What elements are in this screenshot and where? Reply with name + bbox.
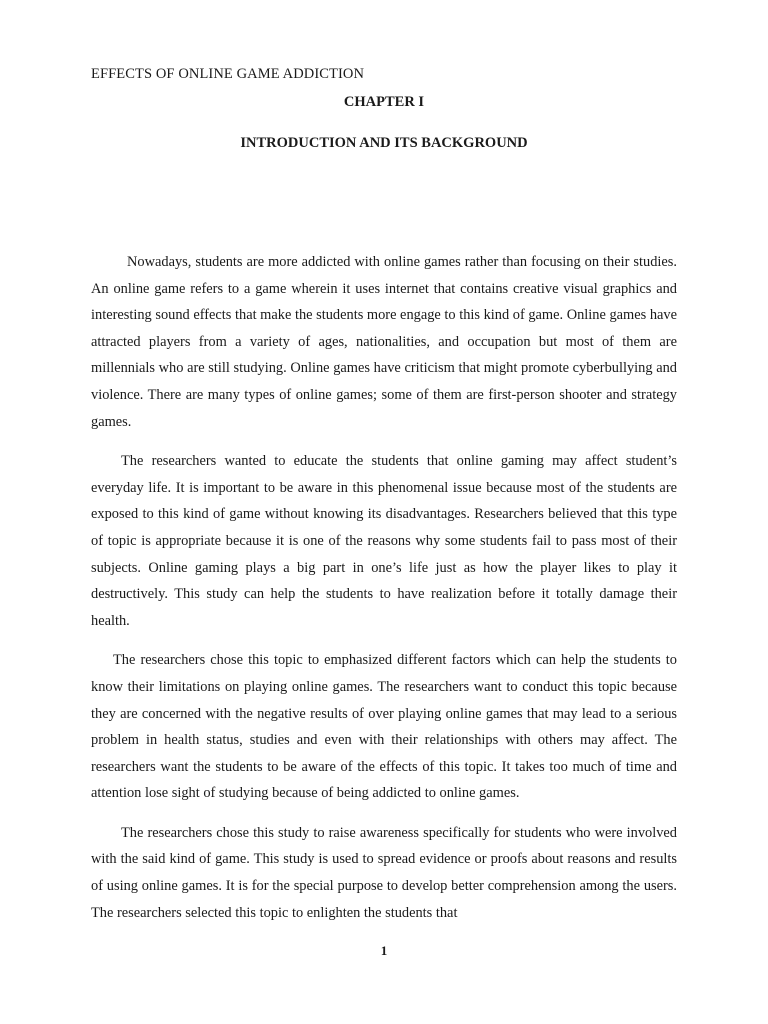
- paragraph: The researchers wanted to educate the students that online gaming may affect student’s everyday life. It is important to be aware in this phenomenal issue because most of the students are exposed to this kind of game without knowing its disadvantages. Researchers believed that this type of topic is appropriate because it is one of the reasons why some students fail to pass most of their subjects. Online gaming plays a big part in one’s life just as how the player likes to play it destructively. This study can help the students to have realization before it totally damage their health.: [91, 453, 677, 629]
- page-number: 1: [380, 943, 388, 958]
- section-title: INTRODUCTION AND ITS BACKGROUND: [240, 135, 528, 151]
- paragraph: The researchers chose this topic to emphasized different factors which can help the students to know their limitations on playing online games. The researchers want to conduct this topic because they are concerned with the negative results of over playing online games that may lead to a serious problem in health status, studies and even with their relationships with others may affect. The researchers want the students to be aware of the effects of this topic. It takes too much of time and attention lose sight of studying because of being addicted to online games.: [91, 652, 677, 802]
- document-header: EFFECTS OF ONLINE GAME ADDICTION: [91, 66, 365, 82]
- body-text: [91, 249, 677, 939]
- paragraph: The researchers chose this study to raise awareness specifically for students who were involved with the said kind of game. This study is used to spread evidence or proofs about reasons and results of using online games. It is for the special purpose to develop better comprehension among the users. The researchers selected this topic to enlighten the students that: [91, 824, 677, 921]
- chapter-title: CHAPTER I: [343, 94, 425, 110]
- paragraph: Nowadays, students are more addicted with online games rather than focusing on their studies. An online game refers to a game wherein it uses internet that contains creative visual graphics and interesting sound effects that make the students more engage to this kind of game. Online games have attracted players from a variety of ages, nationalities, and occupation but most of them are millennials who are still studying. Online games have criticism that might promote cyberbullying and violence. There are many types of online games; some of them are first-person shooter and strategy games.: [91, 254, 677, 430]
